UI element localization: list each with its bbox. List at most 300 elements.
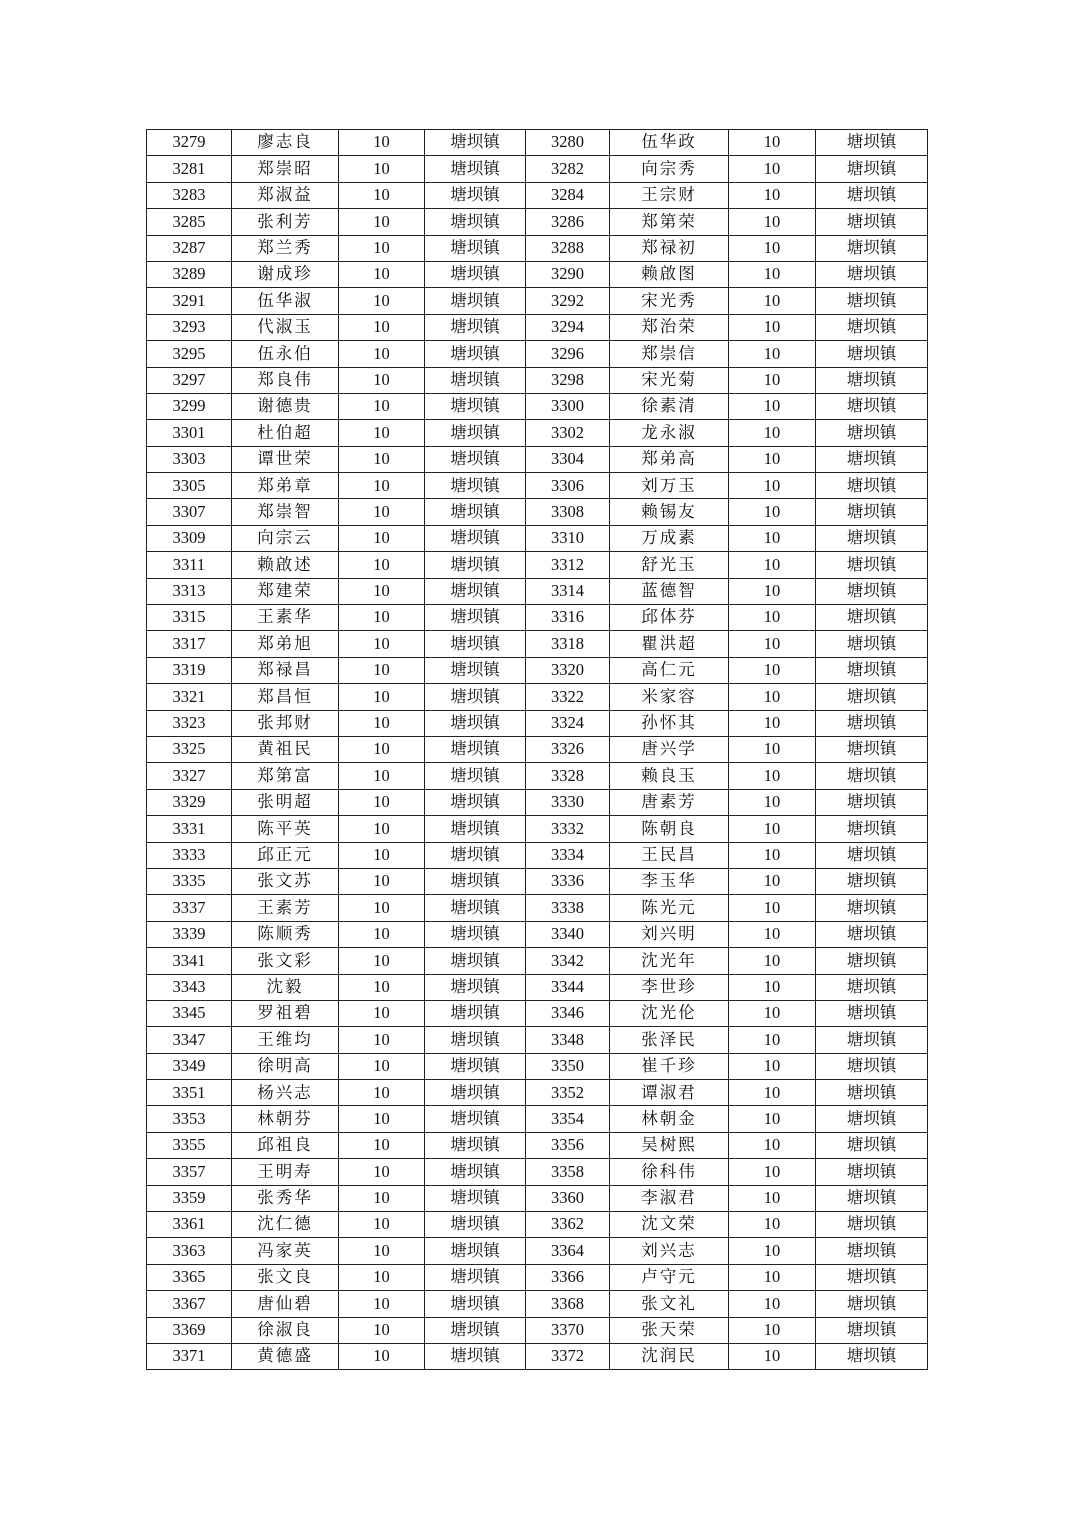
amount-cell: 10 [339, 1000, 425, 1026]
person-name-cell: 郑兰秀 [232, 235, 339, 261]
person-name-cell: 陈顺秀 [232, 921, 339, 947]
record-id-cell: 3320 [526, 657, 610, 683]
town-name-cell: 塘坝镇 [425, 605, 526, 631]
record-id-cell: 3289 [147, 261, 232, 287]
record-id-cell: 3309 [147, 525, 232, 551]
town-name-cell: 塘坝镇 [816, 552, 928, 578]
town-name-cell: 塘坝镇 [425, 895, 526, 921]
town-name-cell: 塘坝镇 [425, 868, 526, 894]
person-name-cell: 卢守元 [610, 1264, 729, 1290]
person-name-cell: 宋光秀 [610, 288, 729, 314]
amount-cell: 10 [729, 1185, 816, 1211]
person-name-cell: 谭世荣 [232, 446, 339, 472]
town-name-cell: 塘坝镇 [816, 1053, 928, 1079]
town-name-cell: 塘坝镇 [425, 1317, 526, 1343]
person-name-cell: 陈光元 [610, 895, 729, 921]
person-name-cell: 张文良 [232, 1264, 339, 1290]
record-id-cell: 3299 [147, 393, 232, 419]
town-name-cell: 塘坝镇 [425, 1343, 526, 1369]
town-name-cell: 塘坝镇 [425, 1159, 526, 1185]
person-name-cell: 李淑君 [610, 1185, 729, 1211]
town-name-cell: 塘坝镇 [425, 816, 526, 842]
town-name-cell: 塘坝镇 [425, 736, 526, 762]
person-name-cell: 舒光玉 [610, 552, 729, 578]
person-name-cell: 郑第富 [232, 763, 339, 789]
town-name-cell: 塘坝镇 [816, 895, 928, 921]
person-name-cell: 高仁元 [610, 657, 729, 683]
person-name-cell: 罗祖碧 [232, 1000, 339, 1026]
amount-cell: 10 [339, 816, 425, 842]
amount-cell: 10 [339, 789, 425, 815]
person-name-cell: 向宗云 [232, 525, 339, 551]
town-name-cell: 塘坝镇 [425, 552, 526, 578]
table-row [147, 605, 928, 631]
amount-cell: 10 [339, 446, 425, 472]
person-name-cell: 陈平英 [232, 816, 339, 842]
town-name-cell: 塘坝镇 [816, 763, 928, 789]
record-id-cell: 3372 [526, 1343, 610, 1369]
town-name-cell: 塘坝镇 [425, 1000, 526, 1026]
record-id-cell: 3363 [147, 1238, 232, 1264]
amount-cell: 10 [339, 763, 425, 789]
record-id-cell: 3352 [526, 1080, 610, 1106]
record-id-cell: 3325 [147, 736, 232, 762]
town-name-cell: 塘坝镇 [816, 921, 928, 947]
record-id-cell: 3324 [526, 710, 610, 736]
amount-cell: 10 [729, 921, 816, 947]
person-name-cell: 张明超 [232, 789, 339, 815]
town-name-cell: 塘坝镇 [425, 763, 526, 789]
amount-cell: 10 [339, 130, 425, 156]
person-name-cell: 谢成珍 [232, 261, 339, 287]
amount-cell: 10 [729, 367, 816, 393]
town-name-cell: 塘坝镇 [816, 1291, 928, 1317]
record-id-cell: 3351 [147, 1080, 232, 1106]
person-name-cell: 吴树熙 [610, 1132, 729, 1158]
person-name-cell: 张文彩 [232, 948, 339, 974]
person-name-cell: 米家容 [610, 684, 729, 710]
town-name-cell: 塘坝镇 [425, 578, 526, 604]
town-name-cell: 塘坝镇 [816, 499, 928, 525]
table-row [147, 1185, 928, 1211]
amount-cell: 10 [729, 235, 816, 261]
record-id-cell: 3354 [526, 1106, 610, 1132]
record-id-cell: 3290 [526, 261, 610, 287]
record-id-cell: 3312 [526, 552, 610, 578]
amount-cell: 10 [729, 1317, 816, 1343]
record-id-cell: 3304 [526, 446, 610, 472]
amount-cell: 10 [339, 974, 425, 1000]
amount-cell: 10 [729, 605, 816, 631]
amount-cell: 10 [339, 895, 425, 921]
person-name-cell: 向宗秀 [610, 156, 729, 182]
roster-body [147, 130, 928, 1370]
record-id-cell: 3317 [147, 631, 232, 657]
amount-cell: 10 [729, 1080, 816, 1106]
person-name-cell: 郑淑益 [232, 182, 339, 208]
record-id-cell: 3343 [147, 974, 232, 1000]
town-name-cell: 塘坝镇 [425, 209, 526, 235]
town-name-cell: 塘坝镇 [425, 710, 526, 736]
record-id-cell: 3319 [147, 657, 232, 683]
record-id-cell: 3284 [526, 182, 610, 208]
amount-cell: 10 [339, 1317, 425, 1343]
amount-cell: 10 [339, 156, 425, 182]
town-name-cell: 塘坝镇 [816, 367, 928, 393]
amount-cell: 10 [729, 842, 816, 868]
record-id-cell: 3291 [147, 288, 232, 314]
table-row [147, 631, 928, 657]
record-id-cell: 3279 [147, 130, 232, 156]
record-id-cell: 3350 [526, 1053, 610, 1079]
person-name-cell: 沈文荣 [610, 1212, 729, 1238]
town-name-cell: 塘坝镇 [816, 1317, 928, 1343]
person-name-cell: 邱体芬 [610, 605, 729, 631]
amount-cell: 10 [339, 842, 425, 868]
record-id-cell: 3336 [526, 868, 610, 894]
amount-cell: 10 [339, 393, 425, 419]
record-id-cell: 3347 [147, 1027, 232, 1053]
record-id-cell: 3301 [147, 420, 232, 446]
person-name-cell: 郑禄初 [610, 235, 729, 261]
town-name-cell: 塘坝镇 [425, 1027, 526, 1053]
amount-cell: 10 [729, 261, 816, 287]
town-name-cell: 塘坝镇 [816, 1343, 928, 1369]
person-name-cell: 崔千珍 [610, 1053, 729, 1079]
record-id-cell: 3288 [526, 235, 610, 261]
record-id-cell: 3283 [147, 182, 232, 208]
town-name-cell: 塘坝镇 [816, 789, 928, 815]
town-name-cell: 塘坝镇 [816, 657, 928, 683]
table-row [147, 1291, 928, 1317]
table-row [147, 657, 928, 683]
table-row [147, 1080, 928, 1106]
table-row [147, 789, 928, 815]
amount-cell: 10 [729, 1027, 816, 1053]
amount-cell: 10 [729, 948, 816, 974]
person-name-cell: 廖志良 [232, 130, 339, 156]
table-row [147, 499, 928, 525]
person-name-cell: 沈毅 [232, 974, 339, 1000]
town-name-cell: 塘坝镇 [425, 1185, 526, 1211]
town-name-cell: 塘坝镇 [816, 288, 928, 314]
amount-cell: 10 [729, 182, 816, 208]
town-name-cell: 塘坝镇 [816, 314, 928, 340]
town-name-cell: 塘坝镇 [816, 235, 928, 261]
table-row [147, 1343, 928, 1369]
amount-cell: 10 [339, 1264, 425, 1290]
record-id-cell: 3300 [526, 393, 610, 419]
amount-cell: 10 [339, 1027, 425, 1053]
amount-cell: 10 [729, 1053, 816, 1079]
table-row [147, 1238, 928, 1264]
amount-cell: 10 [339, 868, 425, 894]
record-id-cell: 3366 [526, 1264, 610, 1290]
person-name-cell: 王素华 [232, 605, 339, 631]
amount-cell: 10 [339, 605, 425, 631]
table-row [147, 1212, 928, 1238]
amount-cell: 10 [339, 1291, 425, 1317]
table-row [147, 235, 928, 261]
person-name-cell: 沈光伦 [610, 1000, 729, 1026]
person-name-cell: 王宗财 [610, 182, 729, 208]
amount-cell: 10 [729, 314, 816, 340]
person-name-cell: 张秀华 [232, 1185, 339, 1211]
table-row [147, 1317, 928, 1343]
town-name-cell: 塘坝镇 [425, 261, 526, 287]
record-id-cell: 3314 [526, 578, 610, 604]
amount-cell: 10 [339, 1080, 425, 1106]
person-name-cell: 蓝德智 [610, 578, 729, 604]
person-name-cell: 张利芳 [232, 209, 339, 235]
person-name-cell: 李世珍 [610, 974, 729, 1000]
record-id-cell: 3342 [526, 948, 610, 974]
town-name-cell: 塘坝镇 [425, 182, 526, 208]
town-name-cell: 塘坝镇 [425, 314, 526, 340]
record-id-cell: 3294 [526, 314, 610, 340]
amount-cell: 10 [729, 1343, 816, 1369]
amount-cell: 10 [729, 393, 816, 419]
amount-cell: 10 [729, 420, 816, 446]
record-id-cell: 3364 [526, 1238, 610, 1264]
record-id-cell: 3323 [147, 710, 232, 736]
amount-cell: 10 [339, 261, 425, 287]
table-row [147, 895, 928, 921]
record-id-cell: 3311 [147, 552, 232, 578]
amount-cell: 10 [339, 314, 425, 340]
table-row [147, 684, 928, 710]
record-id-cell: 3281 [147, 156, 232, 182]
record-id-cell: 3348 [526, 1027, 610, 1053]
town-name-cell: 塘坝镇 [816, 473, 928, 499]
town-name-cell: 塘坝镇 [425, 1080, 526, 1106]
record-id-cell: 3338 [526, 895, 610, 921]
table-row [147, 763, 928, 789]
record-id-cell: 3334 [526, 842, 610, 868]
town-name-cell: 塘坝镇 [816, 816, 928, 842]
table-row [147, 341, 928, 367]
record-id-cell: 3368 [526, 1291, 610, 1317]
record-id-cell: 3356 [526, 1132, 610, 1158]
amount-cell: 10 [339, 1132, 425, 1158]
person-name-cell: 郑禄昌 [232, 657, 339, 683]
person-name-cell: 赖啟图 [610, 261, 729, 287]
table-row [147, 288, 928, 314]
town-name-cell: 塘坝镇 [816, 525, 928, 551]
record-id-cell: 3322 [526, 684, 610, 710]
person-name-cell: 唐仙碧 [232, 1291, 339, 1317]
amount-cell: 10 [729, 499, 816, 525]
person-name-cell: 杨兴志 [232, 1080, 339, 1106]
town-name-cell: 塘坝镇 [425, 1106, 526, 1132]
amount-cell: 10 [729, 1132, 816, 1158]
table-row [147, 156, 928, 182]
town-name-cell: 塘坝镇 [816, 868, 928, 894]
town-name-cell: 塘坝镇 [425, 948, 526, 974]
record-id-cell: 3306 [526, 473, 610, 499]
table-row [147, 842, 928, 868]
person-name-cell: 冯家英 [232, 1238, 339, 1264]
roster-table [146, 129, 928, 1370]
town-name-cell: 塘坝镇 [816, 1212, 928, 1238]
person-name-cell: 徐淑良 [232, 1317, 339, 1343]
person-name-cell: 郑弟高 [610, 446, 729, 472]
person-name-cell: 唐兴学 [610, 736, 729, 762]
person-name-cell: 谭淑君 [610, 1080, 729, 1106]
table-row [147, 578, 928, 604]
table-row [147, 921, 928, 947]
person-name-cell: 王民昌 [610, 842, 729, 868]
town-name-cell: 塘坝镇 [816, 156, 928, 182]
person-name-cell: 赖锡友 [610, 499, 729, 525]
amount-cell: 10 [729, 552, 816, 578]
town-name-cell: 塘坝镇 [816, 974, 928, 1000]
town-name-cell: 塘坝镇 [425, 341, 526, 367]
record-id-cell: 3293 [147, 314, 232, 340]
amount-cell: 10 [339, 420, 425, 446]
town-name-cell: 塘坝镇 [816, 842, 928, 868]
person-name-cell: 张文礼 [610, 1291, 729, 1317]
person-name-cell: 徐科伟 [610, 1159, 729, 1185]
amount-cell: 10 [729, 1212, 816, 1238]
person-name-cell: 代淑玉 [232, 314, 339, 340]
record-id-cell: 3330 [526, 789, 610, 815]
person-name-cell: 万成素 [610, 525, 729, 551]
town-name-cell: 塘坝镇 [816, 1080, 928, 1106]
amount-cell: 10 [339, 341, 425, 367]
person-name-cell: 赖啟述 [232, 552, 339, 578]
person-name-cell: 郑崇昭 [232, 156, 339, 182]
table-row [147, 393, 928, 419]
town-name-cell: 塘坝镇 [816, 261, 928, 287]
table-row [147, 710, 928, 736]
person-name-cell: 郑崇智 [232, 499, 339, 525]
amount-cell: 10 [339, 288, 425, 314]
town-name-cell: 塘坝镇 [425, 367, 526, 393]
amount-cell: 10 [729, 288, 816, 314]
amount-cell: 10 [729, 341, 816, 367]
person-name-cell: 林朝芬 [232, 1106, 339, 1132]
town-name-cell: 塘坝镇 [425, 420, 526, 446]
town-name-cell: 塘坝镇 [816, 684, 928, 710]
town-name-cell: 塘坝镇 [425, 235, 526, 261]
amount-cell: 10 [729, 1264, 816, 1290]
person-name-cell: 郑弟章 [232, 473, 339, 499]
person-name-cell: 黄德盛 [232, 1343, 339, 1369]
town-name-cell: 塘坝镇 [425, 499, 526, 525]
amount-cell: 10 [729, 736, 816, 762]
record-id-cell: 3365 [147, 1264, 232, 1290]
town-name-cell: 塘坝镇 [425, 288, 526, 314]
amount-cell: 10 [339, 525, 425, 551]
record-id-cell: 3305 [147, 473, 232, 499]
amount-cell: 10 [729, 1238, 816, 1264]
town-name-cell: 塘坝镇 [816, 182, 928, 208]
record-id-cell: 3297 [147, 367, 232, 393]
table-row [147, 182, 928, 208]
record-id-cell: 3361 [147, 1212, 232, 1238]
amount-cell: 10 [339, 182, 425, 208]
person-name-cell: 邱正元 [232, 842, 339, 868]
town-name-cell: 塘坝镇 [816, 1027, 928, 1053]
town-name-cell: 塘坝镇 [816, 1264, 928, 1290]
record-id-cell: 3367 [147, 1291, 232, 1317]
person-name-cell: 郑崇信 [610, 341, 729, 367]
record-id-cell: 3310 [526, 525, 610, 551]
person-name-cell: 瞿洪超 [610, 631, 729, 657]
amount-cell: 10 [729, 789, 816, 815]
record-id-cell: 3331 [147, 816, 232, 842]
record-id-cell: 3362 [526, 1212, 610, 1238]
record-id-cell: 3349 [147, 1053, 232, 1079]
table-row [147, 1027, 928, 1053]
amount-cell: 10 [339, 921, 425, 947]
amount-cell: 10 [339, 1238, 425, 1264]
town-name-cell: 塘坝镇 [425, 130, 526, 156]
table-row [147, 948, 928, 974]
amount-cell: 10 [339, 1343, 425, 1369]
person-name-cell: 孙怀其 [610, 710, 729, 736]
amount-cell: 10 [729, 868, 816, 894]
person-name-cell: 郑治荣 [610, 314, 729, 340]
table-row [147, 736, 928, 762]
table-row [147, 1159, 928, 1185]
amount-cell: 10 [339, 1212, 425, 1238]
town-name-cell: 塘坝镇 [425, 1291, 526, 1317]
record-id-cell: 3316 [526, 605, 610, 631]
town-name-cell: 塘坝镇 [425, 1212, 526, 1238]
record-id-cell: 3337 [147, 895, 232, 921]
amount-cell: 10 [729, 631, 816, 657]
town-name-cell: 塘坝镇 [816, 209, 928, 235]
person-name-cell: 刘万玉 [610, 473, 729, 499]
town-name-cell: 塘坝镇 [425, 657, 526, 683]
record-id-cell: 3339 [147, 921, 232, 947]
person-name-cell: 唐素芳 [610, 789, 729, 815]
amount-cell: 10 [729, 974, 816, 1000]
record-id-cell: 3355 [147, 1132, 232, 1158]
record-id-cell: 3295 [147, 341, 232, 367]
record-id-cell: 3326 [526, 736, 610, 762]
record-id-cell: 3296 [526, 341, 610, 367]
town-name-cell: 塘坝镇 [425, 525, 526, 551]
amount-cell: 10 [339, 367, 425, 393]
record-id-cell: 3307 [147, 499, 232, 525]
record-id-cell: 3286 [526, 209, 610, 235]
amount-cell: 10 [729, 1000, 816, 1026]
person-name-cell: 伍华政 [610, 130, 729, 156]
table-row [147, 314, 928, 340]
amount-cell: 10 [339, 552, 425, 578]
table-row [147, 868, 928, 894]
person-name-cell: 刘兴志 [610, 1238, 729, 1264]
town-name-cell: 塘坝镇 [425, 842, 526, 868]
amount-cell: 10 [729, 1291, 816, 1317]
amount-cell: 10 [729, 657, 816, 683]
person-name-cell: 王素芳 [232, 895, 339, 921]
table-row [147, 473, 928, 499]
record-id-cell: 3318 [526, 631, 610, 657]
table-row [147, 209, 928, 235]
record-id-cell: 3333 [147, 842, 232, 868]
town-name-cell: 塘坝镇 [816, 578, 928, 604]
amount-cell: 10 [729, 816, 816, 842]
amount-cell: 10 [339, 1053, 425, 1079]
person-name-cell: 郑弟旭 [232, 631, 339, 657]
record-id-cell: 3369 [147, 1317, 232, 1343]
record-id-cell: 3308 [526, 499, 610, 525]
person-name-cell: 张文苏 [232, 868, 339, 894]
